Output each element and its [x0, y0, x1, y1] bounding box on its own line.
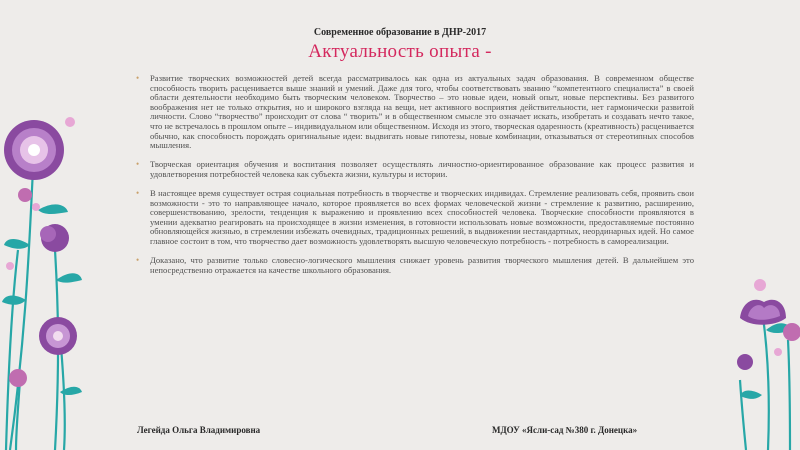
flower-mid — [40, 224, 69, 252]
flower-right — [740, 300, 786, 325]
list-item-text: В настоящее время существует острая социальная потребность в творчестве и творческих индивидах. Стремление реализовать себя, проявить свои возможности - это то направляющее начало, которое проявляется во всех формах человеческой жизни - стремление к развитию, расширению, совершенствованию, зрелости, тенденция к выражению и проявлению всех способностей человека. Творческие способности проявляются в умении адекватно реагировать на происходящее в жизни изменения, в готовности использовать новые возможности, предоставляемые постоянно обновляющейся жизнью, в стремлении избежать очевидных, традиционных решений, в выдвижении нестандартных, неординарных идей. Но самое главное состоит в том, что творчество дает возможность удовлетворять высшую человеческую потребность - потребность в самореализации. — [150, 187, 694, 246]
list-item — [132, 256, 694, 275]
list-item-text: Развитие творческих возможностей детей всегда рассматривалось как одна из актуальных задач образования. В современном обществе способность творить расценивается выше знаний и умений. Даже для того, чтобы соответствовать званию “компетентного специалиста” в своей области деятельности необходимо быть творческим человеком. Творчество – это новые идеи, новый опыт, новые перспективы. Без развитого воображения нет не только открытия, но и широкого взгляда на вещи, нет активного восприятия действительности, нет гармонически развитой личности. Слово “творчество” происходит от слова “ творить” и в общественном смысле это означает искать, изобретать и создавать нечто такое, что не встречалось в прошлом опыте – индивидуальном или общественном. Исходя из этого, творческая одаренность (креативность) расценивается обычно, как способность порождать оригинальные идеи: выдвигать новые гипотезы, новые комбинации, отказываться от стереотипных способов мышления. — [150, 73, 694, 151]
list-item-text: Доказано, что развитие только словесно-логического мышления снижает уровень развития творческого мышления детей. В дальнейшем это непосредственно отражается на качестве школьного образования. — [150, 255, 694, 275]
institution-name: МДОУ «Ясли-сад №380 г. Донецка» — [492, 425, 638, 435]
bullet-icon: • — [136, 73, 140, 83]
slide-title: Актуальность опыта - — [308, 41, 492, 62]
bullet-icon: • — [136, 255, 140, 265]
bullet-icon: • — [136, 187, 140, 198]
slide-content — [132, 74, 694, 285]
flower-round — [39, 317, 77, 355]
flower-large — [4, 120, 64, 180]
bullet-list — [132, 74, 694, 275]
bullet-icon: • — [136, 159, 140, 170]
list-item — [132, 189, 694, 247]
author-name: Легейда Ольга Владимировна — [137, 425, 261, 435]
list-item-text: Творческая ориентация обучения и воспитания позволяет осуществлять личностно-ориентированное образование как процесс развития и удовлетворения потребностей человека как субъекта жизни, культуры и истории. — [150, 159, 694, 179]
slide-header: Современное образование в ДНР-2017 — [313, 27, 487, 38]
list-item — [132, 74, 694, 151]
list-item — [132, 160, 694, 179]
